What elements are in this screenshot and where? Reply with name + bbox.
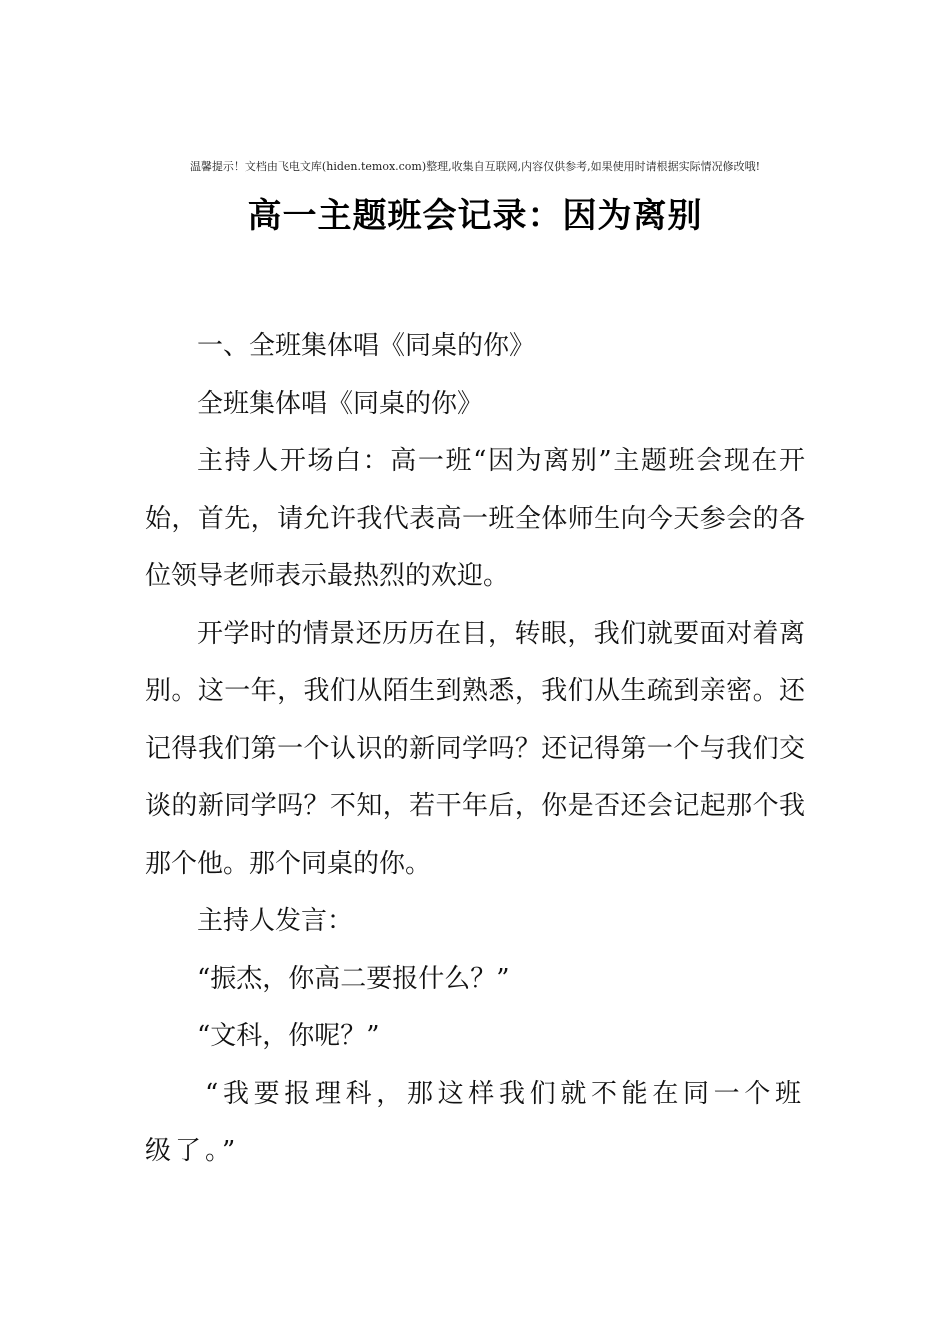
source-notice: 温馨提示！文档由飞电文库(hiden.temox.com)整理,收集自互联网,内容仅供参考,如果使用时请根据实际情况修改哦! xyxy=(189,160,761,173)
paragraph: 主持人发言： xyxy=(197,906,354,936)
dialogue-line: “文科，你呢？” xyxy=(197,1021,380,1051)
document-title: 高一主题班会记录：因为离别 xyxy=(247,196,703,236)
dialogue-line: “振杰，你高二要报什么？” xyxy=(197,963,510,994)
section-heading: 一、全班集体唱《同桌的你》 xyxy=(197,331,536,361)
document-body xyxy=(145,318,805,1181)
dialogue-line: “我要报理科，那这样我们就不能在同一个班级了。” xyxy=(145,1078,805,1166)
paragraph: 主持人开场白：高一班“因为离别”主题班会现在开始，首先，请允许我代表高一班全体师生向今天参会的各位领导老师表示最热烈的欢迎。 xyxy=(145,446,805,591)
paragraph: 全班集体唱《同桌的你》 xyxy=(197,388,484,419)
paragraph: 开学时的情景还历历在目，转眼，我们就要面对着离别。这一年，我们从陌生到熟悉，我们从生疏到亲密。还记得我们第一个认识的新同学吗？还记得第一个与我们交谈的新同学吗？不知，若干年后，你是否还会记起那个我那个他。那个同桌的你。 xyxy=(145,618,805,879)
